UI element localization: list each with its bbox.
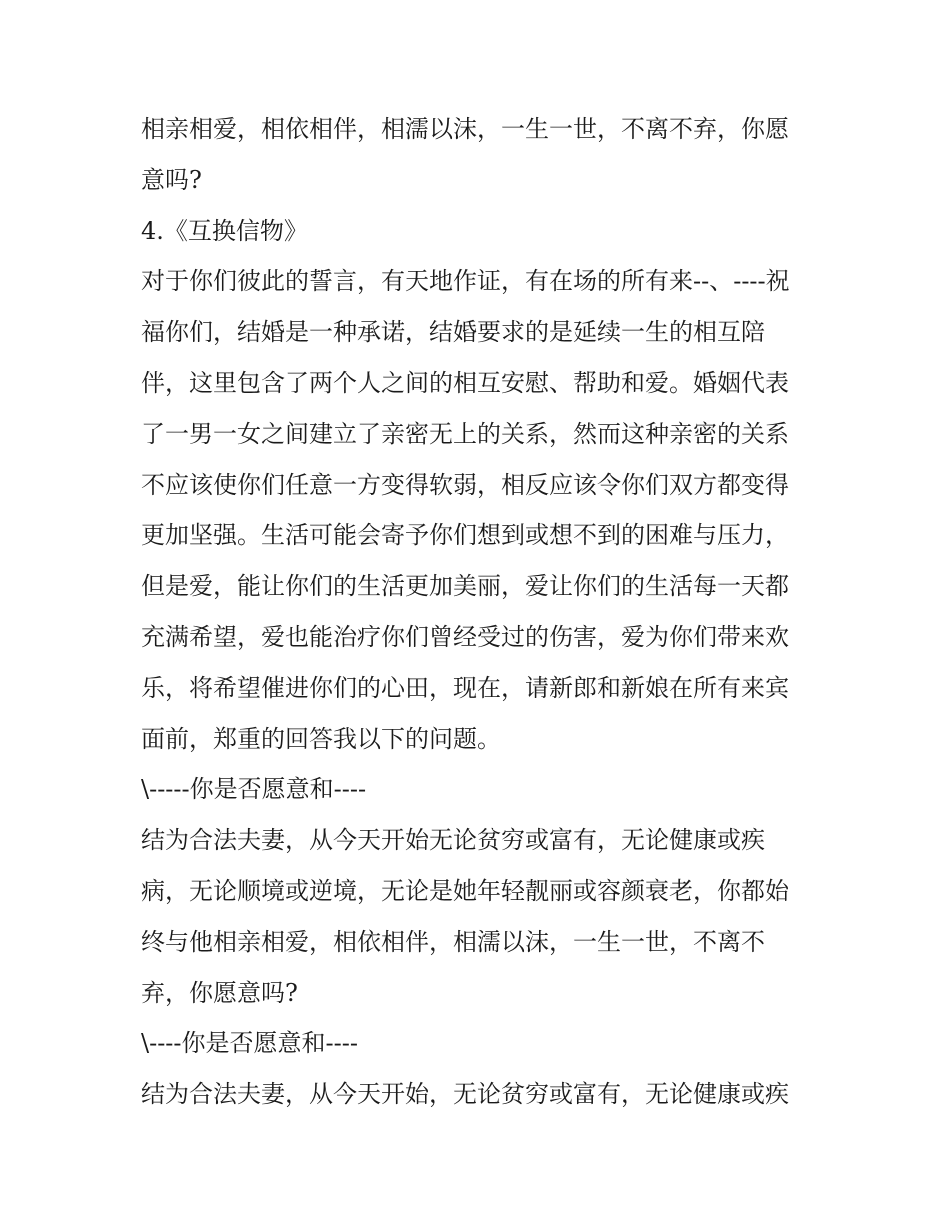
text-line-10: 但是爱，能让你们的生活更加美丽，爱让你们的生活每一天都 (141, 572, 789, 601)
document-page (141, 104, 811, 1120)
text-line-8: 不应该使你们任意一方变得软弱，相反应该令你们双方都变得 (141, 470, 789, 499)
text-line-15: 结为合法夫妻，从今天开始无论贫穷或富有，无论健康或疾 (141, 826, 765, 855)
text-line-12: 乐，将希望催进你们的心田，现在，请新郎和新娘在所有来宾 (141, 673, 789, 702)
text-line-1: 相亲相爱，相依相伴，相濡以沫，一生一世，不离不弃，你愿 (141, 115, 789, 143)
text-line-11: 充满希望，爱也能治疗你们曾经受过的伤害，爱为你们带来欢 (141, 622, 789, 651)
text-line-5: 福你们，结婚是一种承诺，结婚要求的是延续一生的相互陪 (141, 318, 765, 347)
text-line-2: 意吗? (141, 165, 202, 194)
text-line-7: 了一男一女之间建立了亲密无上的关系，然而这种亲密的关系 (141, 419, 789, 448)
text-line-20: 结为合法夫妻，从今天开始，无论贫穷或富有，无论健康或疾 (141, 1080, 789, 1109)
text-line-6: 伴，这里包含了两个人之间的相互安慰、帮助和爱。婚姻代表 (141, 368, 789, 397)
text-line-9: 更加坚强。生活可能会寄予你们想到或想不到的困难与压力， (141, 521, 789, 550)
text-line-17: 终与他相亲相爱，相依相伴，相濡以沫，一生一世，不离不 (141, 927, 765, 956)
text-line-16: 病，无论顺境或逆境，无论是她年轻靓丽或容颜衰老，你都始 (141, 876, 789, 905)
text-line-13: 面前，郑重的回答我以下的问题。 (141, 724, 501, 753)
text-line-4: 对于你们彼此的誓言，有天地作证，有在场的所有来--、----祝 (141, 267, 790, 296)
vow-question-line-1: \-----你是否愿意和---- (141, 775, 367, 804)
text-line-18: 弃，你愿意吗? (141, 978, 298, 1007)
vow-question-line-2: \----你是否愿意和---- (141, 1029, 358, 1058)
section-heading: 4.《互换信物》 (141, 216, 308, 245)
